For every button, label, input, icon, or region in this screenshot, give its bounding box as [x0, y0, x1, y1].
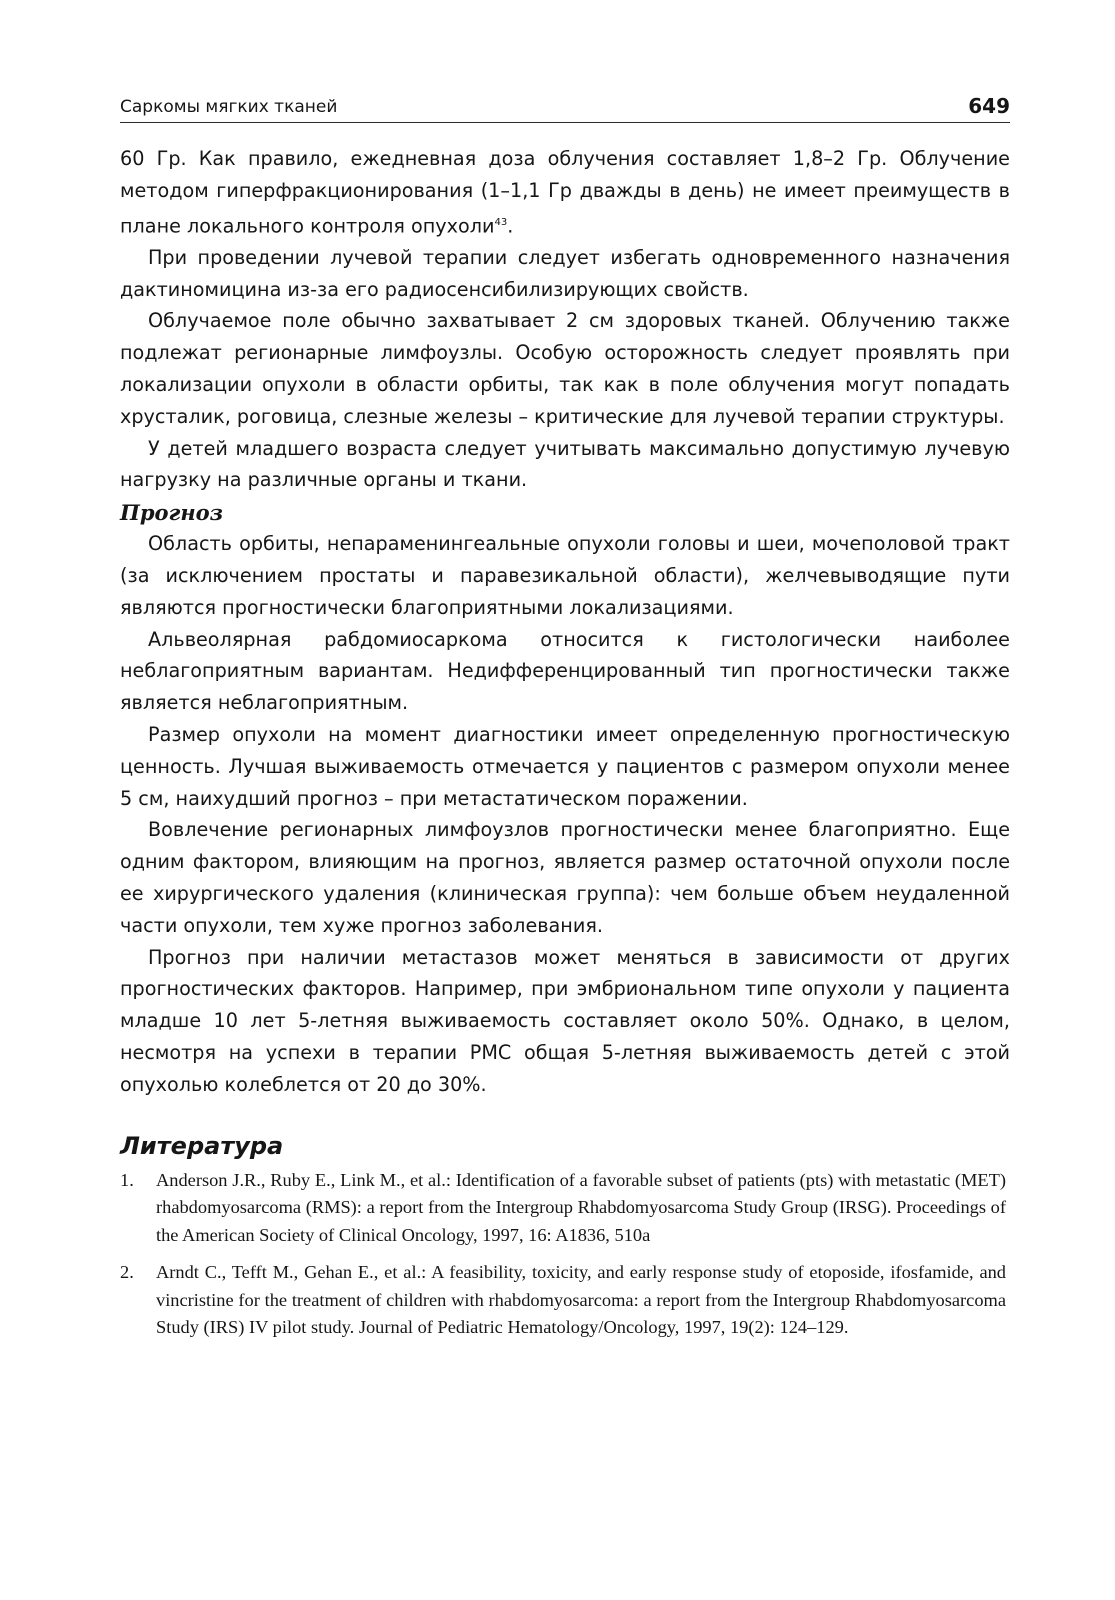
paragraph: Размер опухоли на момент диагностики имеет определенную прогностическую ценность. Лучшая выживаемость отмечается у пациентов с размером опухоли менее 5 см, наихудший прогноз – при метастатическом поражении.	[120, 722, 1010, 810]
reference-item	[120, 1167, 1010, 1250]
paragraph-text: 60 Гр. Как правило, ежедневная доза облучения составляет 1,8–2 Гр. Облучение методом гиперфракционирования (1–1,1 Гр дважды в день) не имеет преимуществ в плане локального контроля опухоли	[120, 147, 1010, 237]
paragraph: Вовлечение регионарных лимфоузлов прогностически менее благоприятно. Еще одним фактором, влияющим на прогноз, является размер остаточной опухоли после ее хирургического удаления (клиническая группа): чем больше объем неудаленной части опухоли, тем хуже прогноз заболевания.	[120, 818, 1010, 937]
reference-number: 1.	[120, 1169, 134, 1190]
paragraph: Прогноз при наличии метастазов может меняться в зависимости от других прогностических факторов. Например, при эмбриональном типе опухоли у пациента младше 10 лет 5-летняя выживаемость составляет около 50%. Однако, в целом, несмотря на успехи в терапии РМС общая 5-летняя выживаемость детей с этой опухолью колеблется от 20 до 30%.	[120, 945, 1010, 1096]
running-title: Саркомы мягких тканей	[120, 97, 338, 117]
paragraph: Альвеолярная рабдомиосаркома относится к гистологически наиболее неблагоприятным вариантам. Недифференцированный тип прогностически также является неблагоприятным.	[120, 627, 1010, 715]
book-page	[120, 88, 1010, 1352]
footnote-ref: 43	[494, 216, 508, 228]
reference-number: 2.	[120, 1262, 134, 1282]
paragraph	[120, 143, 1010, 242]
paragraph: Облучаемое поле обычно захватывает 2 см здоровых тканей. Облучению также подлежат регионарные лимфоузлы. Особую осторожность следует проявлять при локализации опухоли в области орбиты, так как в поле облучения могут попадать хрусталик, роговица, слезные железы – критические для лучевой терапии структуры.	[120, 309, 1010, 428]
running-head	[120, 88, 1010, 123]
subheading-prognosis: Прогноз	[120, 500, 224, 526]
reference-text: Arndt C., Tefft M., Gehan E., et al.: A feasibility, toxicity, and early response study of etoposide, ifosfamide, and vincristine for the treatment of children with rhabdomyosarcoma: a report from the Intergroup Rhabdomyosarcoma Study (IRS) IV pilot study. Journal of Pediatric Hematology/Oncology, 1997, 19(2): 124–129.	[156, 1262, 1006, 1337]
reference-list	[120, 1167, 1010, 1342]
reference-item	[120, 1259, 1010, 1342]
main-text	[120, 143, 1010, 1101]
page-number: 649	[968, 94, 1010, 118]
paragraph: При проведении лучевой терапии следует избегать одновременного назначения дактиномицина из-за его радиосенсибилизирующих свойств.	[120, 245, 1010, 301]
section-heading-literature: Литература	[120, 1131, 284, 1160]
paragraph: Область орбиты, непараменингеальные опухоли головы и шеи, мочеполовой тракт (за исключением простаты и паравезикальной области), желчевыводящие пути являются прогностически благоприятными локализациями.	[120, 532, 1010, 619]
paragraph-end: .	[507, 213, 514, 237]
paragraph: У детей младшего возраста следует учитывать максимально допустимую лучевую нагрузку на различные органы и ткани.	[120, 436, 1010, 492]
reference-text: Anderson J.R., Ruby E., Link M., et al.: Identification of a favorable subset of patients (pts) with metastatic (MET) rhabdomyosarcoma (RMS): a report from the Intergroup Rhabdomyosarcoma Study Group (IRSG). Proceedings of the American Society of Clinical Oncology, 1997, 16: A1836, 510a	[156, 1169, 1006, 1245]
